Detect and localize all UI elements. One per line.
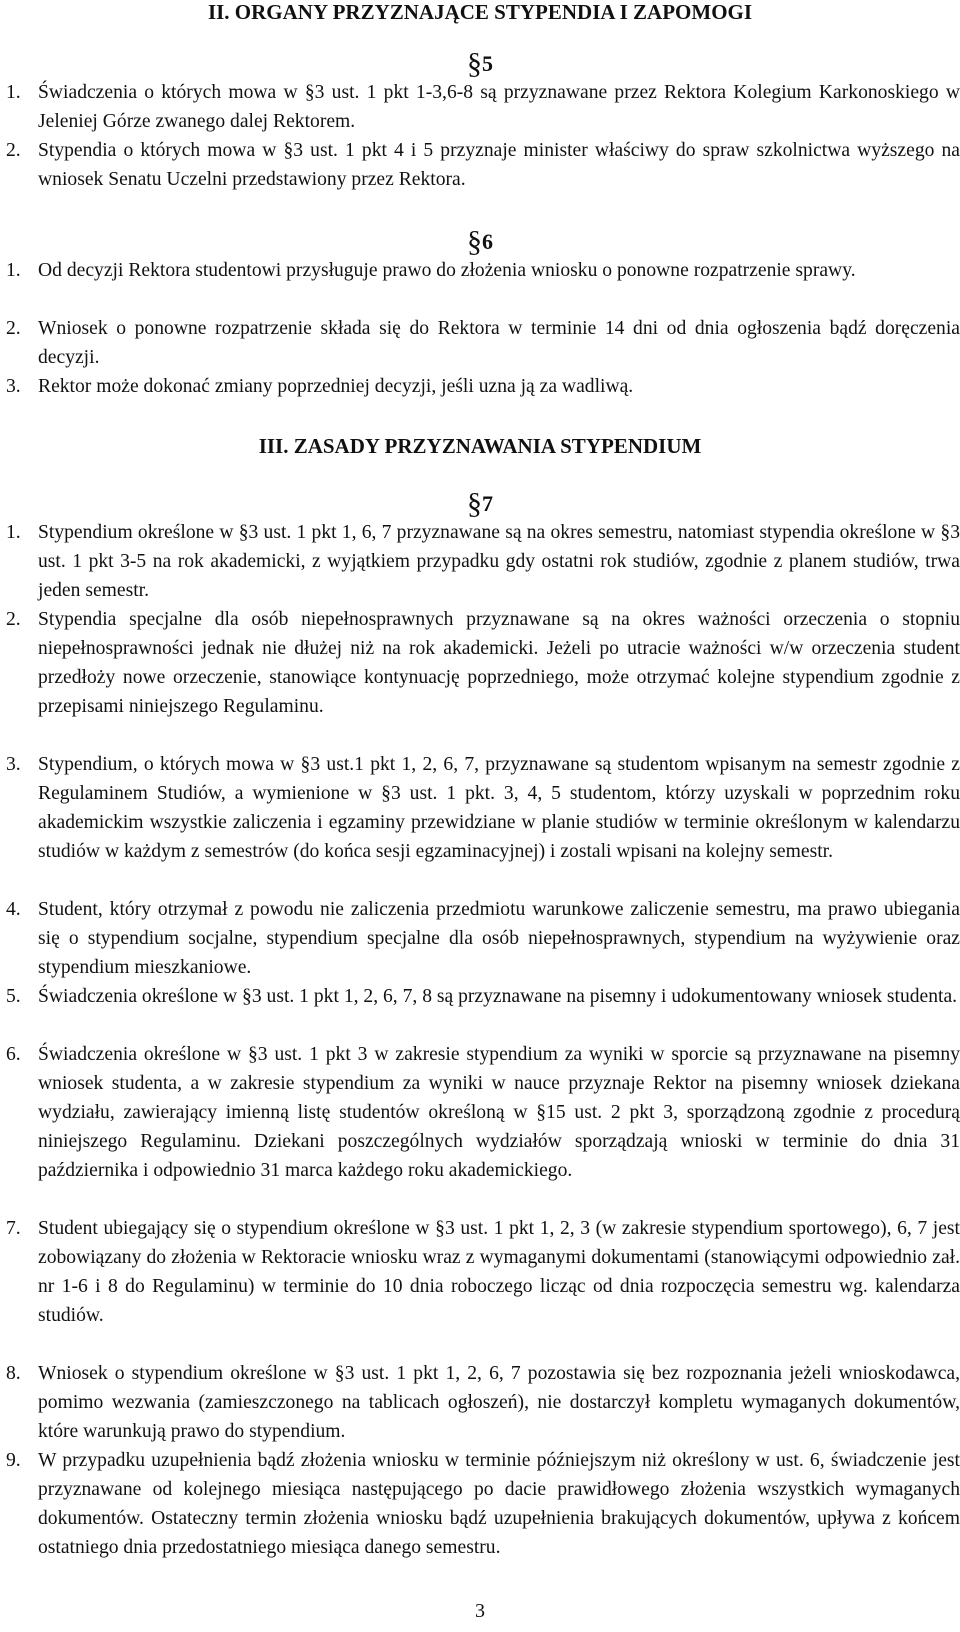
section-5-heading [0,47,960,80]
par6-item-1 [6,256,960,285]
section-6-heading [0,225,960,258]
item-number: 1. [6,260,21,281]
section-symbol: § [467,47,482,80]
item-text: W przypadku uzupełnienia bądź złożenia wniosku w terminie późniejszym niż określony w ust. 6, świadczenie jest przyznawane od kolejnego miesiąca następującego po dacie prawidłowego złożenia wszystkich wymaganych dokumentów. Ostateczny termin złożenia wniosku bądź uzupełnienia brakujących dokumentów, upływa z końcem ostatniego dnia przedostatniego miesiąca danego semestru. [38,1450,960,1558]
par7-item-8 [6,1359,960,1446]
item-text: Świadczenia o których mowa w §3 ust. 1 pkt 1-3,6-8 są przyznawane przez Rektora Kolegium Karkonoskiego w Jeleniej Górze zwanego dalej Rektorem. [38,82,960,132]
item-number: 2. [6,318,21,339]
item-text: Student, który otrzymał z powodu nie zaliczenia przedmiotu warunkowe zaliczenie semestru, ma prawo ubiegania się o stypendium socjalne, stypendium specjalne dla osób niepełnosprawnych, stypendium na wyżywienie oraz stypendium mieszkaniowe. [38,899,960,978]
item-number: 6. [6,1044,21,1065]
par5-item-1 [6,78,960,136]
par5-item-2 [6,136,960,194]
chapter-heading-zasady: III. ZASADY PRZYZNAWANIA STYPENDIUM [258,434,702,458]
par7-item-3 [6,750,960,866]
item-number: 5. [6,986,21,1007]
section-number: 6 [482,229,493,254]
item-text: Student ubiegający się o stypendium określone w §3 ust. 1 pkt 1, 2, 3 (w zakresie stypendium sportowego), 6, 7 jest zobowiązany do złożenia w Rektoracie wniosku wraz z wymaganymi dokumentami (stanowiącymi odpowiednio zał. nr 1-6 i 8 do Regulaminu) w terminie do 10 dnia roboczego licząc od dnia rozpoczęcia semestru wg. kalendarza studiów. [38,1218,960,1326]
item-number: 3. [6,376,21,397]
section-symbol: § [467,487,482,520]
page-number: 3 [475,1600,485,1622]
item-number: 3. [6,754,21,775]
item-text: Rektor może dokonać zmiany poprzedniej decyzji, jeśli uzna ją za wadliwą. [38,376,634,397]
item-text: Świadczenia określone w §3 ust. 1 pkt 3 w zakresie stypendium za wyniki w sporcie są przyznawane na pisemny wniosek studenta, a w zakresie stypendium za wyniki w nauce przyznaje Rektor na pisemny wniosek dziekana wydziału, zawierający imienną listę studentów określoną w §15 ust. 2 pkt 3, sporządzoną zgodnie z procedurą niniejszego Regulaminu. Dziekani poszczególnych wydziałów sporządzają wnioski w terminie do dnia 31 października i odpowiednio 31 marca każdego roku akademickiego. [38,1044,960,1181]
section-number: 7 [482,491,493,516]
item-text: Wniosek o stypendium określone w §3 ust. 1 pkt 1, 2, 6, 7 pozostawia się bez rozpoznania jeżeli wnioskodawca, pomimo wezwania (zamieszczonego na tablicach ogłoszeń), nie dostarczył kompletu wymaganych dokumentów, które warunkują prawo do stypendium. [38,1363,960,1442]
item-number: 2. [6,609,21,630]
par7-item-2 [6,605,960,721]
section-7-heading [0,487,960,520]
item-number: 8. [6,1363,21,1384]
item-number: 2. [6,140,21,161]
par7-item-1 [6,518,960,605]
item-number: 1. [6,82,21,103]
par7-item-4 [6,895,960,982]
par6-item-3 [6,372,960,401]
item-text: Stypendia o których mowa w §3 ust. 1 pkt 4 i 5 przyznaje minister właściwy do spraw szkolnictwa wyższego na wniosek Senatu Uczelni przedstawiony przez Rektora. [38,140,960,190]
item-number: 7. [6,1218,21,1239]
par7-item-9 [6,1446,960,1562]
par7-item-6 [6,1040,960,1185]
section-symbol: § [467,225,482,258]
item-text: Stypendium, o których mowa w §3 ust.1 pkt 1, 2, 6, 7, przyznawane są studentom wpisanym na semestr zgodnie z Regulaminem Studiów, a wymienione w §3 ust. 1 pkt. 3, 4, 5 studentom, którzy uzyskali w poprzednim roku akademickim wszystkie zaliczenia i egzaminy przewidziane w planie studiów w terminie określonym w kalendarzu studiów w każdym z semestrów (do końca sesji egzaminacyjnej) i zostali wpisani na kolejny semestr. [38,754,960,862]
par7-item-5 [6,982,960,1011]
item-text: Świadczenia określone w §3 ust. 1 pkt 1, 2, 6, 7, 8 są przyznawane na pisemny i udokumentowany wniosek studenta. [38,986,958,1007]
item-number: 4. [6,899,21,920]
par6-item-2 [6,314,960,372]
item-text: Wniosek o ponowne rozpatrzenie składa się do Rektora w terminie 14 dni od dnia ogłoszenia bądź doręczenia decyzji. [38,318,960,368]
item-number: 9. [6,1450,21,1471]
par7-item-7 [6,1214,960,1330]
section-number: 5 [482,51,493,76]
item-text: Od decyzji Rektora studentowi przysługuje prawo do złożenia wniosku o ponowne rozpatrzenie sprawy. [38,260,856,281]
item-text: Stypendia specjalne dla osób niepełnosprawnych przyznawane są na okres ważności orzeczenia o stopniu niepełnosprawności jednak nie dłużej niż na rok akademicki. Jeżeli po utracie ważności w/w orzeczenia student przedłoży nowe orzeczenie, stanowiące kontynuację poprzedniego, może otrzymać kolejne stypendium zgodnie z przepisami niniejszego Regulaminu. [38,609,960,717]
item-text: Stypendium określone w §3 ust. 1 pkt 1, 6, 7 przyznawane są na okres semestru, natomiast stypendia określone w §3 ust. 1 pkt 3-5 na rok akademicki, z wyjątkiem przypadku gdy ostatni rok studiów, zgodnie z planem studiów, trwa jeden semestr. [38,522,960,601]
chapter-heading-organy: II. ORGANY PRZYZNAJĄCE STYPENDIA I ZAPOMOGI [207,0,753,24]
item-number: 1. [6,522,21,543]
